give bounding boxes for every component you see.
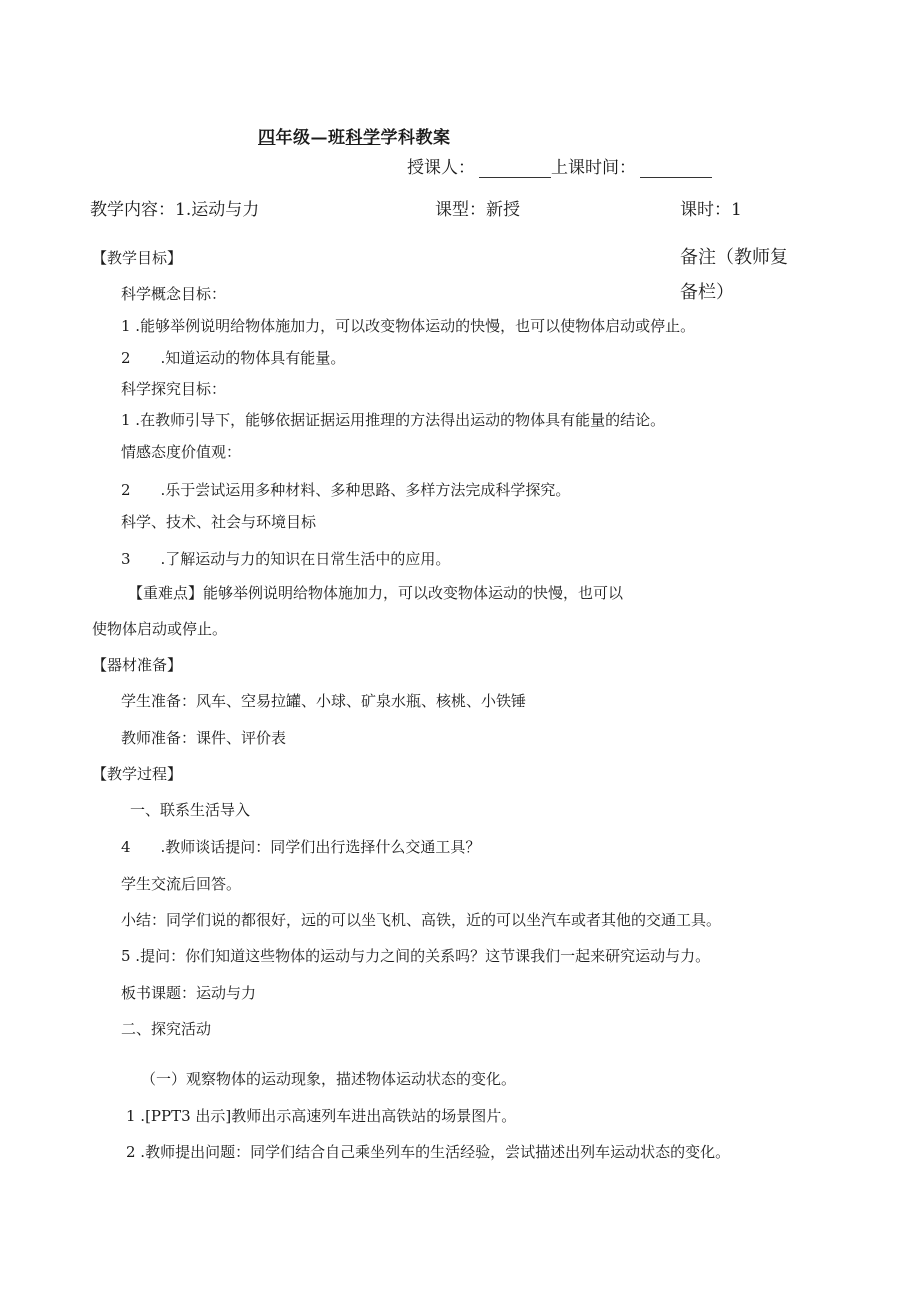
goal-line: 2 .知道运动的物体具有能量。 xyxy=(121,349,346,367)
key-difficulty-cont: 使物体启动或停止。 xyxy=(92,620,228,638)
activity-heading: （一）观察物体的运动现象，描述物体运动状态的变化。 xyxy=(141,1070,517,1088)
teacher-blank xyxy=(479,163,551,178)
process-line: 5 .提问：你们知道这些物体的运动与力之间的关系吗？这节课我们一起来研究运动与力。 xyxy=(121,947,711,965)
goal-line: 3 .了解运动与力的知识在日常生活中的应用。 xyxy=(121,550,451,568)
teacher-label: 授课人： xyxy=(407,158,475,178)
process-heading: 一、联系生活导入 xyxy=(130,801,251,819)
process-line: 板书课题：运动与力 xyxy=(121,984,257,1002)
teacher-materials: 教师准备：课件、评价表 xyxy=(121,729,287,747)
page-title xyxy=(258,128,451,148)
activity-line: 1 .[PPT3 出示]教师出示高速列车进出高铁站的场景图片。 xyxy=(126,1107,517,1125)
remark-line-2: 备栏） xyxy=(680,282,734,303)
key-difficulty: 【重难点】能够举例说明给物体施加力，可以改变物体运动的快慢，也可以 xyxy=(128,584,624,602)
science-inquiry-heading: 科学探究目标： xyxy=(121,380,227,398)
time-label: 上课时间： xyxy=(551,158,636,178)
title-subject: 科学 xyxy=(345,128,381,148)
attitude-heading: 情感态度价值观： xyxy=(121,443,242,461)
process-line: 4 .教师谈话提问：同学们出行选择什么交通工具？ xyxy=(121,838,481,856)
title-grade: 四 xyxy=(258,128,276,148)
process-line: 小结：同学们说的都很好，远的可以坐飞机、高铁，近的可以坐汽车或者其他的交通工具。 xyxy=(121,911,722,929)
remark-line-1: 备注（教师复 xyxy=(680,247,788,268)
science-concept-heading: 科学概念目标： xyxy=(121,285,227,303)
process-line: 学生交流后回答。 xyxy=(121,875,242,893)
lesson-hours: 课时：1 xyxy=(680,200,742,220)
teaching-content: 教学内容：1.运动与力 xyxy=(90,200,260,220)
section-materials: 【器材准备】 xyxy=(92,656,183,674)
goal-line: 1 .在教师引导下，能够依据证据运用推理的方法得出运动的物体具有能量的结论。 xyxy=(121,411,666,429)
title-class: 年级—班 xyxy=(275,128,346,148)
goal-line: 1 .能够举例说明给物体施加力，可以改变物体运动的快慢，也可以使物体启动或停止。 xyxy=(121,317,696,335)
time-blank xyxy=(640,163,712,178)
goal-line: 2 .乐于尝试运用多种材料、多种思路、多样方法完成科学探究。 xyxy=(121,481,571,499)
lesson-type: 课型：新授 xyxy=(435,200,520,220)
activity-line: 2 .教师提出问题：同学们结合自己乘坐列车的生活经验，尝试描述出列车运动状态的变化。 xyxy=(126,1143,731,1161)
process-heading: 二、探究活动 xyxy=(121,1020,212,1038)
title-end: 学科教案 xyxy=(380,128,451,148)
section-teaching-process: 【教学过程】 xyxy=(92,765,183,783)
teacher-time-line xyxy=(407,158,712,178)
section-teaching-goals: 【教学目标】 xyxy=(92,249,183,267)
stse-heading: 科学、技术、社会与环境目标 xyxy=(121,513,317,531)
student-materials: 学生准备：风车、空易拉罐、小球、矿泉水瓶、核桃、小铁锤 xyxy=(121,692,527,710)
